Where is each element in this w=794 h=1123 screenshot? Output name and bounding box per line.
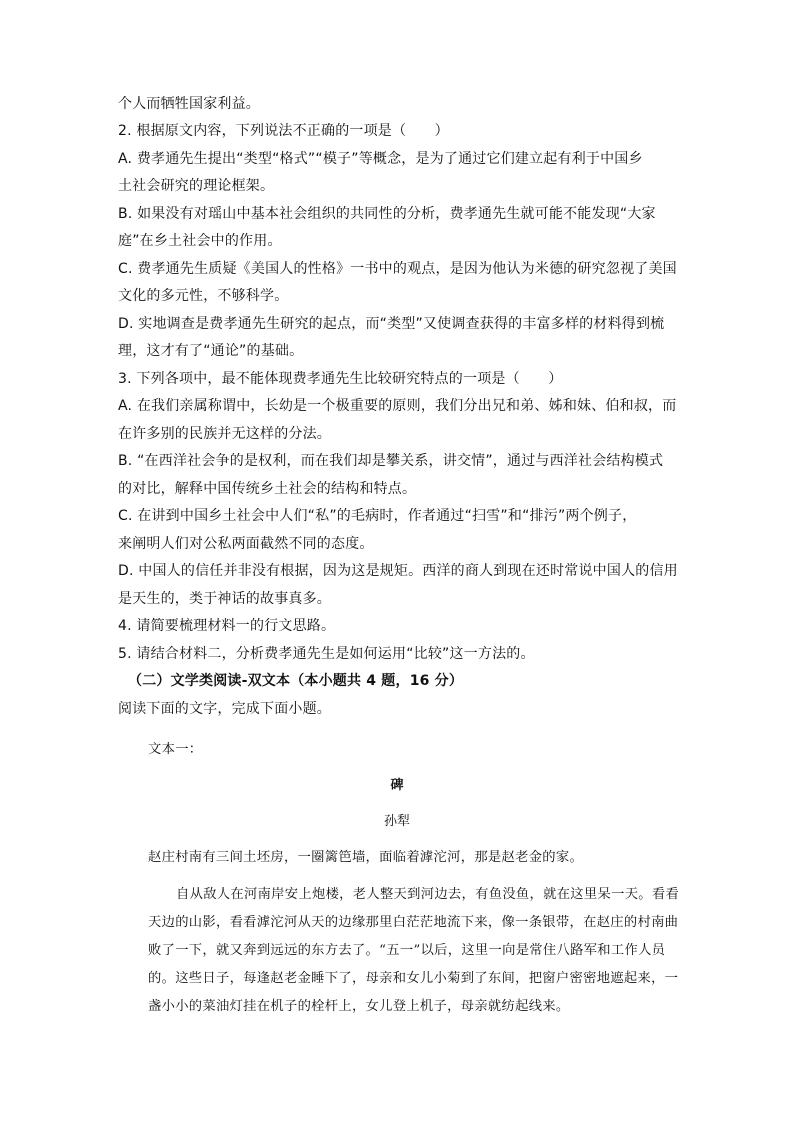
option-3c-line2: 来阐明人们对公私两面截然不同的态度。 — [118, 536, 374, 552]
story-paragraph-2-line3: 败了一下，就又奔到远远的东方去了。“五一”以后，这里一向是常住八路军和工作人员 — [148, 943, 666, 958]
story-author: 孙犁 — [383, 814, 410, 829]
instruction: 阅读下面的文字，完成下面小题。 — [118, 701, 331, 717]
option-2a-line2: 土社会研究的理论框架。 — [118, 178, 275, 194]
option-2b-line1: B. 如果没有对瑶山中基本社会组织的共同性的分析，费孝通先生就可能不能发现“大家 — [118, 206, 656, 222]
story-paragraph-1: 赵庄村南有三间土坯房，一圈篱笆墙，面临着滹沱河，那是赵老金的家。 — [148, 850, 584, 865]
option-3b-line2: 的对比，解释中国传统乡土社会的结构和特点。 — [118, 481, 417, 497]
text-label: 文本一： — [148, 742, 203, 757]
question-4: 4. 请简要梳理材料一的行文思路。 — [118, 618, 336, 634]
option-3d-line1: D. 中国人的信任并非没有根据，因为这是规矩。西洋的商人到现在还时常说中国人的信用 — [118, 563, 678, 579]
option-2c-line1: C. 费孝通先生质疑《美国人的性格》一书中的观点，是因为他认为米德的研究忽视了美国 — [118, 261, 677, 277]
option-3d-line2: 是天生的，类于神话的故事真多。 — [118, 591, 331, 607]
option-3a-line1: A. 在我们亲属称谓中，长幼是一个极重要的原则，我们分出兄和弟、姊和妹、伯和叔，而 — [118, 398, 677, 414]
story-paragraph-2-line5: 盏小小的菜油灯挂在机子的栓杆上，女儿登上机子，母亲就纺起线来。 — [148, 999, 570, 1014]
story-paragraph-2-line2: 天边的山影，看看滹沱河从天的边缘那里白茫茫地流下来，像一条银带，在赵庄的村南曲 — [148, 915, 679, 930]
option-3c-line1: C. 在讲到中国乡土社会中人们“私”的毛病时，作者通过“扫雪”和“排污”两个例子， — [118, 508, 637, 524]
question-5: 5. 请结合材料二，分析费孝通先生是如何运用“比较”这一方法的。 — [118, 646, 535, 662]
option-3a-line2: 在许多别的民族并无这样的分法。 — [118, 426, 331, 442]
option-2d-line2: 理，这才有了“通论”的基础。 — [118, 343, 304, 359]
question-2: 2. 根据原文内容，下列说法不正确的一项是（ ） — [118, 123, 449, 139]
question-3: 3. 下列各项中，最不能体现费孝通先生比较研究特点的一项是（ ） — [118, 371, 563, 387]
option-2b-line2: 庭”在乡土社会中的作用。 — [118, 233, 282, 249]
text-line: 个人而牺牲国家利益。 — [118, 96, 260, 112]
section-title: （二）文学类阅读-双文本（本小题共 4 题，16 分） — [128, 673, 464, 689]
option-3b-line1: B. “在西洋社会争的是权利，而在我们却是攀关系，讲交情”，通过与西洋社会结构模式 — [118, 453, 664, 469]
option-2c-line2: 文化的多元性，不够科学。 — [118, 288, 289, 304]
option-2a-line1: A. 费孝通先生提出“类型“格式”“模子”等概念，是为了通过它们建立起有利于中国乡 — [118, 151, 643, 167]
story-paragraph-2-line1: 自从敌人在河南岸安上炮楼，老人整天到河边去，有鱼没鱼，就在这里呆一天。看看 — [176, 887, 680, 902]
option-2d-line1: D. 实地调查是费孝通先生研究的起点，而“类型”又使调查获得的丰富多样的材料得到梳 — [118, 316, 665, 332]
story-paragraph-2-line4: 的。这些日子，每逢赵老金睡下了，母亲和女儿小菊到了东间，把窗户密密地遮起来，一 — [148, 971, 679, 986]
story-title: 碑 — [390, 778, 404, 793]
